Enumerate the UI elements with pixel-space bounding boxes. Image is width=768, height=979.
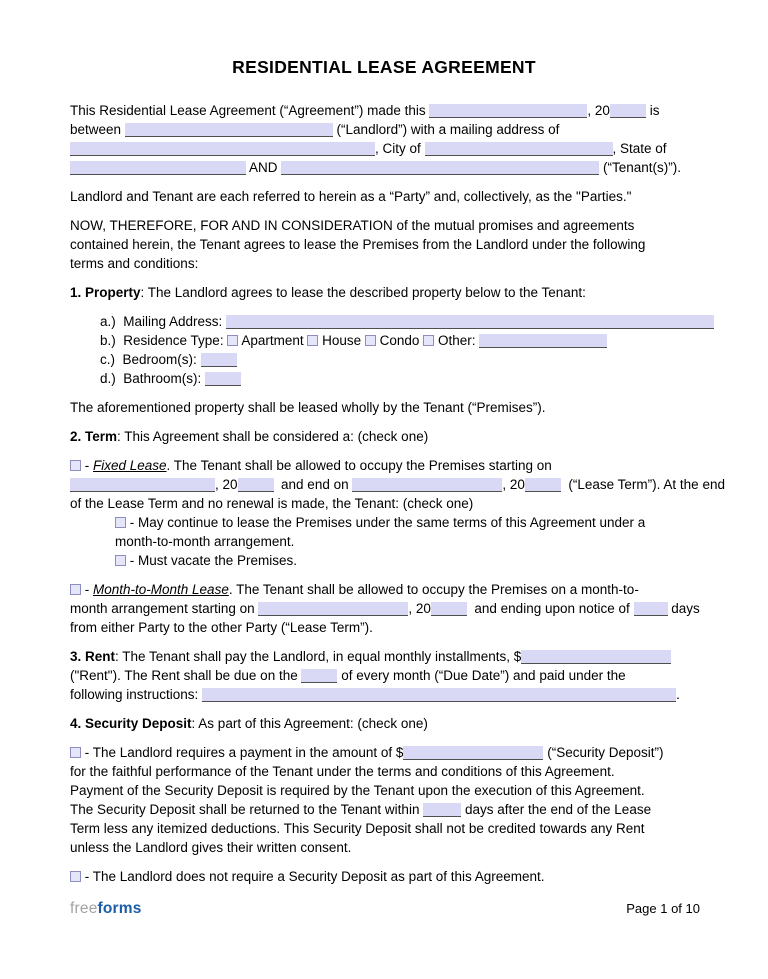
text-line <box>70 283 698 302</box>
section-2-term <box>70 427 698 446</box>
text-run: (“Security Deposit”) <box>543 745 664 760</box>
section-4-security-deposit <box>70 714 698 733</box>
text-run: Apartment <box>238 333 308 348</box>
section-3-rent <box>70 647 698 704</box>
blank-field[interactable] <box>281 161 599 175</box>
text-line <box>70 235 698 254</box>
text-run: and ending upon notice of <box>466 601 634 616</box>
security-deposit-not-required-option <box>70 867 698 886</box>
blank-field[interactable] <box>70 142 375 156</box>
text-run: is <box>645 103 660 118</box>
text-run: (“Tenant(s)”). <box>599 160 682 175</box>
option-label: Month-to-Month Lease <box>93 582 229 597</box>
checkbox[interactable] <box>365 335 376 346</box>
text-run: month arrangement starting on <box>70 601 259 616</box>
text-run: month-to-month arrangement. <box>115 534 295 549</box>
text-line <box>70 216 698 235</box>
blank-field[interactable] <box>423 803 461 817</box>
page-number-label: Page 1 of 10 <box>626 901 700 916</box>
text-run: Landlord and Tenant are each referred to herein as a “Party” and, collectively, as the "Parties." <box>70 189 632 204</box>
text-run: Payment of the Security Deposit is required by the Tenant upon the execution of this Agreement. <box>70 783 645 798</box>
checkbox[interactable] <box>307 335 318 346</box>
option-label: Fixed Lease <box>93 458 167 473</box>
brand-forms-text: forms <box>97 900 142 917</box>
text-run: , 20 <box>502 477 525 492</box>
text-run: : The Tenant shall pay the Landlord, in equal monthly installments, $ <box>115 649 522 664</box>
text-line <box>70 867 698 886</box>
blank-field[interactable] <box>70 478 215 492</box>
text-line <box>70 139 698 158</box>
text-line <box>70 819 698 838</box>
text-line <box>70 456 698 475</box>
text-line <box>100 350 698 369</box>
text-run: The Security Deposit shall be returned to the Tenant within <box>70 802 424 817</box>
text-run: - May continue to lease the Premises under the same terms of this Agreement under a <box>126 515 646 530</box>
blank-field[interactable] <box>425 142 613 156</box>
text-line <box>70 838 698 857</box>
text-run: d.) Bathroom(s): <box>100 371 206 386</box>
text-run: terms and conditions: <box>70 256 199 271</box>
blank-field[interactable] <box>205 372 241 386</box>
section-label: 3. Rent <box>70 649 116 664</box>
text-run: following instructions: <box>70 687 203 702</box>
text-line <box>70 254 698 273</box>
freeforms-logo <box>70 899 142 918</box>
section-1-property <box>70 283 698 302</box>
month-to-month-option <box>70 580 698 637</box>
text-run: b.) Residence Type: <box>100 333 228 348</box>
text-line <box>70 427 698 446</box>
text-run: (“Lease Term”). At the end <box>560 477 725 492</box>
section-label: 1. Property <box>70 285 141 300</box>
checkbox[interactable] <box>70 747 81 758</box>
text-run: from either Party to the other Party (“Lease Term”). <box>70 620 373 635</box>
text-line <box>70 101 698 120</box>
text-run: - The Landlord does not require a Security Deposit as part of this Agreement. <box>81 869 545 884</box>
blank-field[interactable] <box>201 353 237 367</box>
text-line <box>70 781 698 800</box>
checkbox[interactable] <box>70 460 81 471</box>
blank-field[interactable] <box>634 602 668 616</box>
text-run: a.) Mailing Address: <box>100 314 227 329</box>
text-run: of the Lease Term and no renewal is made, the Tenant: (check one) <box>70 496 474 511</box>
text-run: , 20 <box>215 477 238 492</box>
text-run: days <box>667 601 700 616</box>
text-line <box>70 599 698 618</box>
text-run: days after the end of the Lease <box>461 802 652 817</box>
text-run: ("Rent"). The Rent shall be due on the <box>70 668 302 683</box>
text-run: . <box>676 687 680 702</box>
text-run: : As part of this Agreement: (check one) <box>191 716 428 731</box>
checkbox[interactable] <box>423 335 434 346</box>
text-run: , 20 <box>408 601 431 616</box>
consideration-clause <box>70 216 698 273</box>
text-run: , State of <box>612 141 667 156</box>
text-run: NOW, THEREFORE, FOR AND IN CONSIDERATION of the mutual promises and agreements <box>70 218 635 233</box>
text-run: and end on <box>273 477 353 492</box>
text-run: - The Landlord requires a payment in the amount of $ <box>81 745 404 760</box>
text-line <box>115 513 698 532</box>
text-run: Other: <box>434 333 480 348</box>
text-run: (“Landlord”) with a mailing address of <box>332 122 560 137</box>
text-line <box>115 532 698 551</box>
text-run: - Must vacate the Premises. <box>126 553 298 568</box>
blank-field[interactable] <box>226 315 714 329</box>
text-line <box>70 800 698 819</box>
intro-paragraph <box>70 101 698 177</box>
document-blocks <box>70 101 725 886</box>
text-run: contained herein, the Tenant agrees to lease the Premises from the Landlord under the following <box>70 237 646 252</box>
blank-field[interactable] <box>403 746 543 760</box>
text-line <box>70 580 698 599</box>
text-run: . The Tenant shall be allowed to occupy the Premises starting on <box>166 458 552 473</box>
text-line <box>70 647 698 666</box>
text-line <box>70 120 698 139</box>
checkbox[interactable] <box>115 555 126 566</box>
text-line <box>70 685 698 704</box>
blank-field[interactable] <box>431 602 467 616</box>
page-footer <box>70 899 700 918</box>
checkbox[interactable] <box>70 871 81 882</box>
text-run: unless the Landlord gives their written consent. <box>70 840 352 855</box>
text-line <box>70 714 698 733</box>
text-line <box>70 666 698 685</box>
text-run: Term less any itemized deductions. This Security Deposit shall not be credited towards any Rent <box>70 821 645 836</box>
security-deposit-required-option <box>70 743 698 857</box>
blank-field[interactable] <box>258 602 408 616</box>
blank-field[interactable] <box>202 688 676 702</box>
property-details-list <box>70 312 698 388</box>
text-line <box>70 158 698 177</box>
text-line <box>70 475 725 494</box>
blank-field[interactable] <box>479 334 607 348</box>
checkbox[interactable] <box>70 584 81 595</box>
text-line <box>70 743 698 762</box>
blank-field[interactable] <box>125 123 333 137</box>
text-line <box>70 618 698 637</box>
text-run: - <box>81 458 93 473</box>
fixed-lease-option <box>70 456 725 570</box>
text-line <box>70 187 698 206</box>
text-line <box>100 369 698 388</box>
text-run: This Residential Lease Agreement (“Agreement”) made this <box>70 103 430 118</box>
brand-free-text: free <box>70 900 98 917</box>
blank-field[interactable] <box>521 650 671 664</box>
text-run: of every month (“Due Date”) and paid under the <box>337 668 626 683</box>
text-line <box>100 331 698 350</box>
blank-field[interactable] <box>610 104 646 118</box>
text-run: House <box>318 333 365 348</box>
text-line <box>70 762 698 781</box>
text-run: , 20 <box>587 103 610 118</box>
blank-field[interactable] <box>301 669 337 683</box>
blank-field[interactable] <box>429 104 587 118</box>
checkbox[interactable] <box>115 517 126 528</box>
text-run: Condo <box>375 333 424 348</box>
text-run: . The Tenant shall be allowed to occupy the Premises on a month-to- <box>228 582 639 597</box>
parties-clause <box>70 187 698 206</box>
text-run: - <box>81 582 93 597</box>
text-run: , City of <box>375 141 425 156</box>
text-run: : The Landlord agrees to lease the described property below to the Tenant: <box>140 285 586 300</box>
text-run: : This Agreement shall be considered a: (check one) <box>117 429 429 444</box>
premises-clause <box>70 398 698 417</box>
text-run: for the faithful performance of the Tenant under the terms and conditions of this Agreement. <box>70 764 615 779</box>
text-line <box>100 312 698 331</box>
text-run: c.) Bedroom(s): <box>100 352 201 367</box>
blank-field[interactable] <box>70 161 246 175</box>
document-title: RESIDENTIAL LEASE AGREEMENT <box>232 57 536 77</box>
checkbox[interactable] <box>227 335 238 346</box>
text-run: AND <box>246 160 282 175</box>
section-label: 4. Security Deposit <box>70 716 192 731</box>
text-line <box>70 494 698 513</box>
section-label: 2. Term <box>70 429 118 444</box>
blank-field[interactable] <box>352 478 502 492</box>
text-run: between <box>70 122 125 137</box>
text-run: The aforementioned property shall be leased wholly by the Tenant (“Premises”). <box>70 400 546 415</box>
text-line <box>70 398 698 417</box>
text-line <box>115 551 698 570</box>
blank-field[interactable] <box>238 478 274 492</box>
blank-field[interactable] <box>525 478 561 492</box>
